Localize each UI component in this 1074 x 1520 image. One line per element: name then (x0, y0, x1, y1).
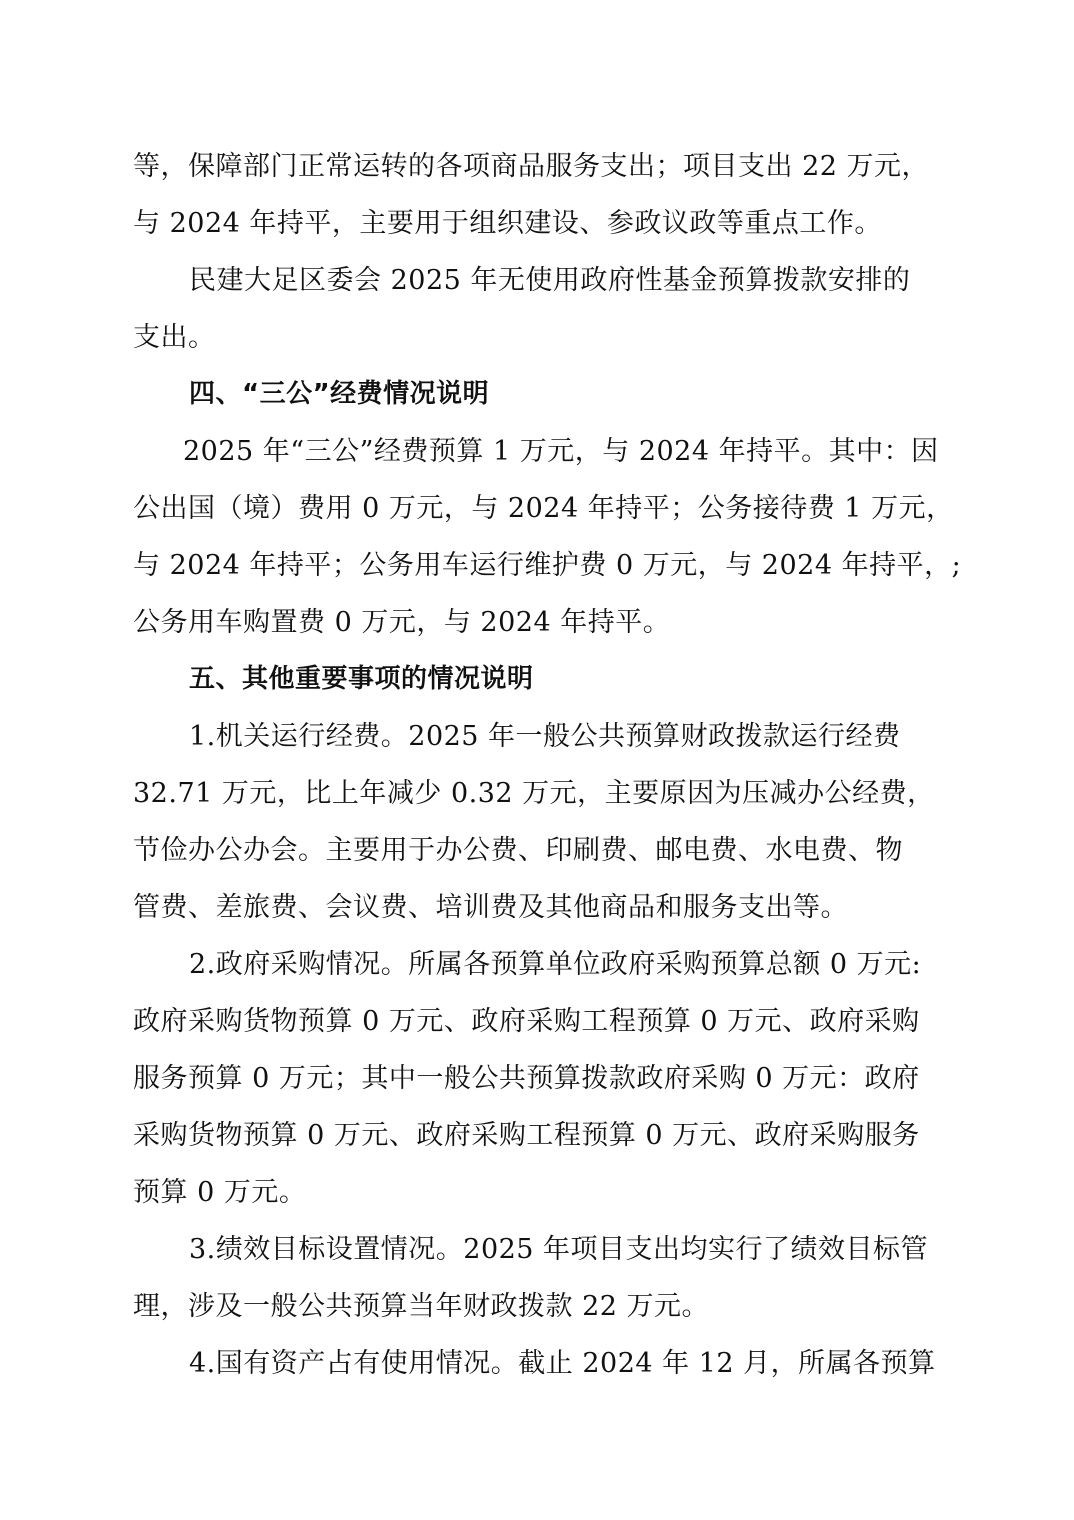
paragraph-sangong (133, 423, 962, 651)
text-line: 2025 年“三公”经费预算 1 万元，与 2024 年持平。其中：因 (183, 436, 939, 467)
paragraph-fund (133, 252, 945, 366)
text-line: 等，保障部门正常运转的各项商品服务支出；项目支出 22 万元， (133, 151, 930, 182)
paragraph-item-4 (133, 1335, 945, 1392)
paragraph-item-1 (133, 708, 945, 936)
text-line: 民建大足区委会 2025 年无使用政府性基金预算拨款安排的 (189, 265, 911, 296)
section-heading-4: 四、“三公”经费情况说明 (189, 379, 490, 409)
document-body (133, 138, 962, 1392)
paragraph-continuation (133, 138, 945, 252)
text-line: 理，涉及一般公共预算当年财政拨款 22 万元。 (133, 1291, 710, 1322)
text-line: 3.绩效目标设置情况。2025 年项目支出均实行了绩效目标管 (189, 1234, 929, 1265)
text-line: 管费、差旅费、会议费、培训费及其他商品和服务支出等。 (133, 892, 848, 923)
text-line: 32.71 万元，比上年减少 0.32 万元，主要原因为压减办公经费， (133, 778, 935, 809)
text-line: 服务预算 0 万元；其中一般公共预算拨款政府采购 0 万元：政府 (133, 1063, 920, 1094)
text-line: 4.国有资产占有使用情况。截止 2024 年 12 月，所属各预算 (189, 1348, 936, 1379)
text-line: 节俭办公办会。主要用于办公费、印刷费、邮电费、水电费、物 (133, 835, 903, 866)
text-line: 公出国（境）费用 0 万元，与 2024 年持平；公务接待费 1 万元， (133, 493, 954, 524)
text-line: 2.政府采购情况。所属各预算单位政府采购预算总额 0 万元: (189, 949, 922, 980)
text-line: 与 2024 年持平；公务用车运行维护费 0 万元，与 2024 年持平，; (133, 550, 962, 581)
text-line: 采购货物预算 0 万元、政府采购工程预算 0 万元、政府采购服务 (133, 1120, 920, 1151)
text-line: 预算 0 万元。 (133, 1177, 307, 1208)
text-line: 支出。 (133, 322, 216, 353)
paragraph-item-3 (133, 1221, 945, 1335)
text-line: 政府采购货物预算 0 万元、政府采购工程预算 0 万元、政府采购 (133, 1006, 920, 1037)
text-line: 1.机关运行经费。2025 年一般公共预算财政拨款运行经费 (189, 721, 901, 752)
section-heading-5: 五、其他重要事项的情况说明 (189, 664, 534, 694)
text-line: 公务用车购置费 0 万元，与 2024 年持平。 (133, 607, 671, 638)
text-line: 与 2024 年持平，主要用于组织建设、参政议政等重点工作。 (133, 208, 882, 239)
paragraph-item-2 (133, 936, 945, 1221)
